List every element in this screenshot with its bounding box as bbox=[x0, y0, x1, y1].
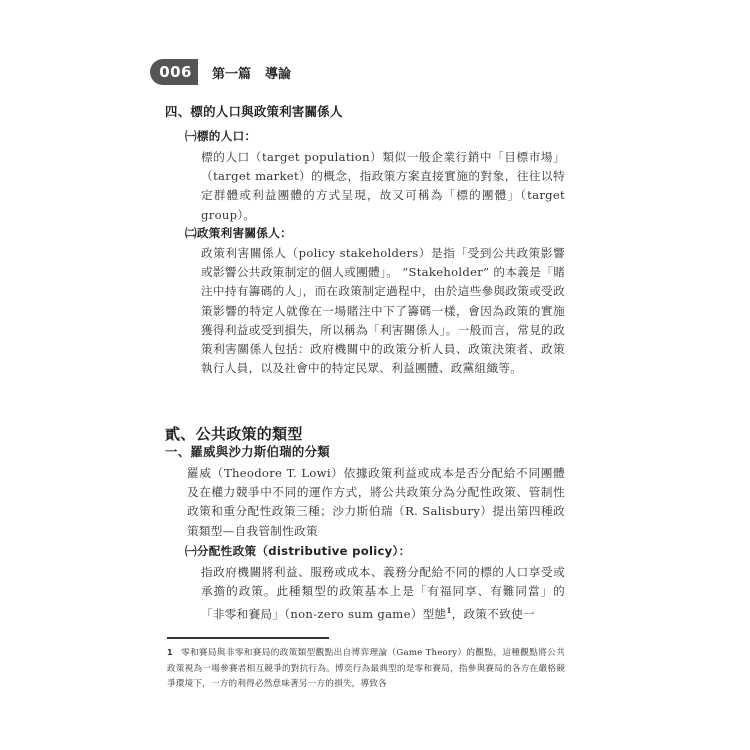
main-heading: 貳、公共政策的類型 bbox=[165, 425, 303, 443]
part-label: 第一篇 bbox=[212, 66, 252, 82]
paragraph-distributive-end: ，政策不致使一 bbox=[451, 607, 535, 622]
paragraph-stakeholders: 政策利害關係人（policy stakeholders）是指「受到公共政策影響或影響公共政策制定的個人或團體」。 “Stakeholder” 的本義是「賭注中持有籌碼的人」，而在政策制定過程中，由於這些參與政策或受政策影響的特定人就像在一場賭注中下了籌碼一樣，會因為政策的實施獲得利益或受到損失，所以稱為「利害關係人」。一般而言，常見的政策利害關係人包括：政府機關中的政策分析人員、政策決策者、政策執行人員，以及社會中的特定民眾、利益團體、政黨組織等。 bbox=[201, 246, 565, 376]
footnote-mark: 1 bbox=[167, 648, 173, 657]
section-heading-1: 一、羅威與沙力斯伯瑞的分類 bbox=[165, 444, 330, 459]
subsection-heading-stakeholders: ㈡政策利害關係人： bbox=[185, 226, 293, 240]
paragraph-distributive-text: 指政府機關將利益、服務或成本、義務分配給不同的標的人口享受或承擔的政策。此種類型的政策基本上是「有福同享、有難同當」的「非零和賽局」（non-zero sum game）型態 bbox=[201, 565, 565, 622]
page-number-tab bbox=[150, 59, 198, 85]
page-number: 006 bbox=[159, 63, 192, 81]
running-title bbox=[212, 63, 291, 82]
paragraph-target-population: 標的人口（target population）類似一般企業行銷中「目標市場」（target market）的概念，指政策方案直接實施的對象，往往以特定群體或利益團體的方式呈現，故又可稱為「標的團體」（target group）。 bbox=[201, 150, 565, 222]
subsection-heading-target-population: ㈠標的人口： bbox=[185, 129, 257, 143]
paragraph-lowi-classification: 羅威（Theodore T. Lowi）依據政策利益或成本是否分配給不同團體及在權力競爭中不同的運作方式，將公共政策分為分配性政策、管制性政策和重分配性政策三種；沙力斯伯瑞（R. Salisbury）提出第四種政策類型—自我管制性政策 bbox=[187, 466, 565, 538]
footnote-divider bbox=[167, 637, 329, 639]
section-heading-4: 四、標的人口與政策利害關係人 bbox=[165, 104, 343, 119]
chapter-label: 導論 bbox=[265, 66, 292, 82]
footnote-text: 零和賽局與非零和賽局的政策類型觀點出自博弈理論（Game Theory）的觀點，這種觀點將公共政策視為一場參賽者相互競爭的對抗行為。博奕行為最典型的是零和賽局，指參與賽局的各方在嚴格競爭環境下，一方的利得必然意味著另一方的損失，導致各 bbox=[167, 648, 565, 690]
running-header bbox=[150, 59, 291, 85]
footnote-reference: 1 bbox=[446, 606, 452, 616]
subsection-heading-distributive: ㈠分配性政策（distributive policy）： bbox=[185, 544, 411, 558]
paragraph-distributive bbox=[165, 563, 565, 624]
footnote bbox=[167, 645, 565, 693]
